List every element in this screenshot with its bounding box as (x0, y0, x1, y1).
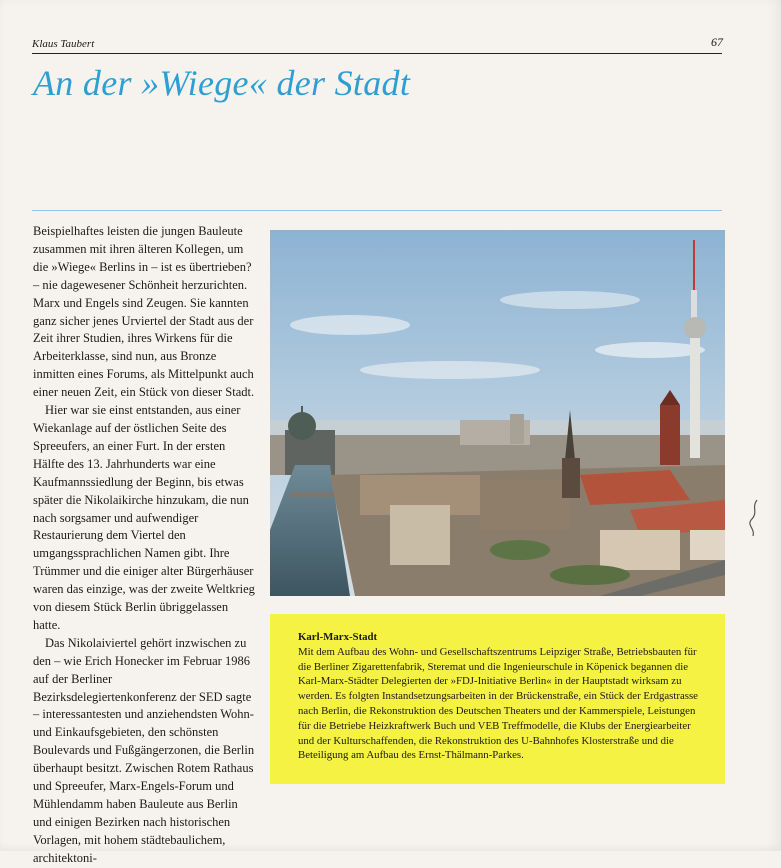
header-rule (32, 53, 722, 54)
body-paragraph: Das Nikolaiviertel gehört inzwischen zu den – wie Erich Honecker im Februar 1986 auf der Berliner Bezirksdelegiertenkonferenz der SED sagte – interessantesten und anziehendsten Wohn- und Einkaufsgebieten, den schönsten Boulevards und Fußgängerzonen, die Berlin überhaupt besitzt. Zwischen Rotem Rathaus und Spreeufer, Marx-Engels-Forum und Mühlendamm haben Bauleute aus Berlin und einigen Bezirken nach historischen Vorlagen, mit hohem städtebaulichem, architektoni- (33, 635, 255, 865)
city-photo-drawing (270, 230, 725, 596)
body-paragraph: Hier war sie einst entstanden, aus einer Wiekanlage auf der östlichen Seite des Spreeufers, an einer Furt. In der ersten Hälfte des 13. Jahrhunderts war eine Kaufmannssiedlung der Beginn, bis etwas später die Nikolaikirche hinzukam, die nun nach sorgsamer und aufwendiger Restaurierung dem Viertel den umgangssprachlichen Namen gibt. Ihre Trümmer und die einiger alter Bürgerhäuser waren das einzige, was der zweite Weltkrieg von diesem Stück Berlin übriggelassen hatte. (33, 403, 255, 632)
margin-scribble (745, 498, 763, 538)
page-number: 67 (711, 35, 723, 49)
sidebar-text: Mit dem Aufbau des Wohn- und Gesellschaftszentrums Leipziger Straße, Betriebsbauten für die Berliner Zigarettenfabrik, Steremat und die Ingenieurschule in Köpenick begannen die Karl-Marx-Städter Delegierten der »FDJ-Initiative Berlin« in der Hauptstadt wirksam zu werden. Es folgten Instandsetzungsarbeiten in der Brückenstraße, ein Stück der Erdgastrasse nach Berlin, die Rekonstruktion des Deutschen Theaters und der Kammerspiele, Leistungen für die Betriebe Heizkraftwerk Buch und VEB Treffmodelle, die Klubs der Energiearbeiter und der Kulturschaffenden, die Rekonstruktion des U-Bahnhofes Klosterstraße und die Beteiligung am Aufbau des Ernst-Thälmann-Parkes. (298, 645, 698, 762)
section-rule (32, 210, 722, 211)
article-body (33, 223, 255, 868)
running-head-author: Klaus Taubert (32, 38, 95, 50)
body-paragraph: Beispielhaftes leisten die jungen Bauleute zusammen mit ihren älteren Kollegen, um die »Wiege« Berlins in – ist es übertrieben? – nie dagewesener Schönheit herzurichten. Marx und Engels sind Zeugen. Sie kannten ganz sicher jenes Urviertel der Stadt aus der Zeit ihrer Studien, ihres Wirkens für die Arbeiterklasse, sind nun, aus Bronze inmitten eines Forums, als Mittelpunkt auch einer neuen Zeit, ein Stück von dieser Stadt. (33, 224, 255, 400)
sidebar-title: Karl-Marx-Stadt (298, 631, 378, 643)
city-photo (270, 230, 725, 596)
article-title: An der »Wiege« der Stadt (33, 63, 411, 103)
sidebar-box (270, 614, 725, 784)
